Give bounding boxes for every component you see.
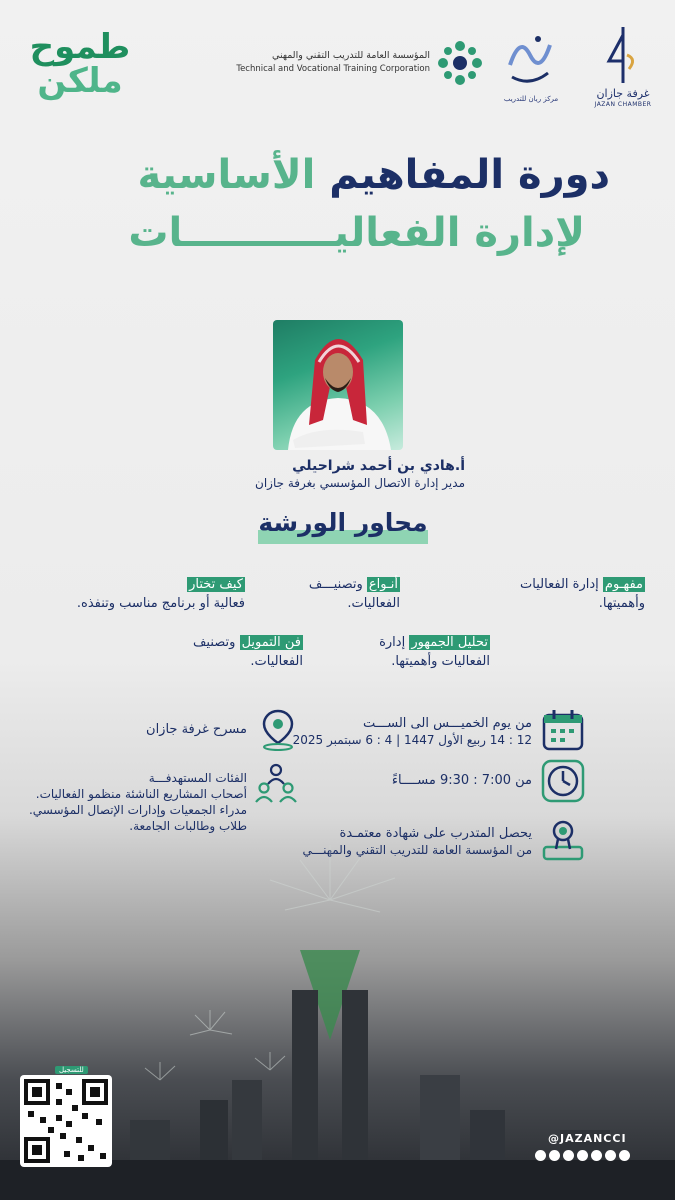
axis-highlight: كيف تختار <box>189 577 243 592</box>
axis-item <box>193 633 303 671</box>
page-title-line1 <box>138 152 610 198</box>
instagram-icon[interactable] <box>577 1150 588 1161</box>
axis-text: إدارة <box>379 635 410 650</box>
snapchat-icon[interactable] <box>535 1150 546 1161</box>
date-info <box>293 716 532 748</box>
section-title-text: محاور الورشة <box>258 508 428 537</box>
linkedin-icon[interactable] <box>619 1150 630 1161</box>
jazan-emblem-icon <box>593 25 653 85</box>
x-icon[interactable] <box>605 1150 616 1161</box>
page-title-line2: لإدارة الفعاليـــــــــــات <box>128 210 585 256</box>
registration-qr-code[interactable] <box>20 1075 112 1167</box>
clock-icon <box>540 758 586 804</box>
audience-icon <box>253 760 299 806</box>
calendar-icon <box>540 707 586 753</box>
rayan-emblem-icon <box>500 25 560 93</box>
qr-label: للتسجيل <box>55 1066 88 1074</box>
certificate-line1: يحصل المتدرب على شهادة معتمـدة <box>339 826 532 841</box>
tamooh-line1: طموح <box>29 27 131 67</box>
axis-text-line2: الفعاليات. <box>347 596 400 611</box>
axis-text-line2: الفعاليات. <box>250 654 303 669</box>
axis-item <box>309 575 400 613</box>
date-range: 12 : 14 ربيع الأول 1447 | 4 : 6 سبتمبر 2025 <box>292 733 532 747</box>
axis-item <box>520 575 645 613</box>
location-pin-icon <box>255 707 301 753</box>
axis-highlight: مفهـوم <box>604 577 643 592</box>
title-part1: دورة المفاهيم <box>315 152 610 198</box>
axis-text-line2: فعالية أو برنامج مناسب وتنفذه. <box>76 596 245 611</box>
axis-highlight: أنـواع <box>368 577 398 592</box>
jazan-name-en: JAZAN CHAMBER <box>594 101 652 108</box>
axis-item <box>379 633 490 671</box>
social-icons <box>535 1150 630 1161</box>
whatsapp-icon[interactable] <box>549 1150 560 1161</box>
rayan-logo <box>500 25 560 105</box>
speaker-portrait-icon <box>273 320 403 450</box>
venue-info: مسرح غرفة جازان <box>146 722 247 737</box>
target-line: طلاب وطالبات الجامعة. <box>129 819 247 833</box>
target-title: الفئات المستهدفـــة <box>148 771 247 785</box>
axis-item <box>77 575 245 613</box>
tiktok-icon[interactable] <box>591 1150 602 1161</box>
speaker-role: مدير إدارة الاتصال المؤسسي بغرفة جازان <box>255 476 465 490</box>
section-title <box>258 508 428 548</box>
certificate-line2: من المؤسسة العامة للتدريب التقني والمهنـــي <box>302 843 532 857</box>
speaker-name: أ.هادي بن أحمد شراحيلي <box>292 458 465 474</box>
target-audience <box>29 770 247 834</box>
axis-text: وتصنيـــف <box>308 577 367 592</box>
tvtc-name-ar: المؤسسة العامة للتدريب التقني والمهني <box>272 50 430 61</box>
axis-highlight: فن التمويل <box>241 635 301 650</box>
tvtc-name-en: Technical and Vocational Training Corporation <box>236 64 430 74</box>
jazan-name-ar: غرفة جازان <box>596 87 650 100</box>
title-part2: الأساسية <box>137 152 316 198</box>
tvtc-logo <box>236 38 500 88</box>
target-line: أصحاب المشاريع الناشئة منظمو الفعاليات. <box>35 787 247 801</box>
tamooh-logo <box>20 27 140 102</box>
axis-highlight: تحليل الجمهور <box>411 635 488 650</box>
jazan-chamber-logo <box>593 25 653 108</box>
date-days: من يوم الخميـــس الى الســـت <box>363 716 532 731</box>
time-info: من 7:00 : 9:30 مســــاءً <box>391 773 532 788</box>
target-line: مدراء الجمعيات وإدارات الإتصال المؤسسي. <box>28 803 247 817</box>
social-handle[interactable]: @JAZANCCI <box>548 1132 627 1145</box>
axis-text-line2: الفعاليات وأهميتها. <box>391 654 490 669</box>
tvtc-emblem-icon <box>435 38 485 88</box>
speaker-photo <box>273 320 403 450</box>
axis-text: وتصنيف <box>192 635 240 650</box>
axis-text-line2: وأهميتها. <box>598 596 645 611</box>
qr-code-icon <box>20 1075 112 1167</box>
rayan-caption: مركز ريان للتدريب <box>503 95 559 103</box>
facebook-icon[interactable] <box>563 1150 574 1161</box>
tamooh-line2: ملكن <box>37 61 123 101</box>
axis-text: إدارة الفعاليات <box>520 577 603 592</box>
